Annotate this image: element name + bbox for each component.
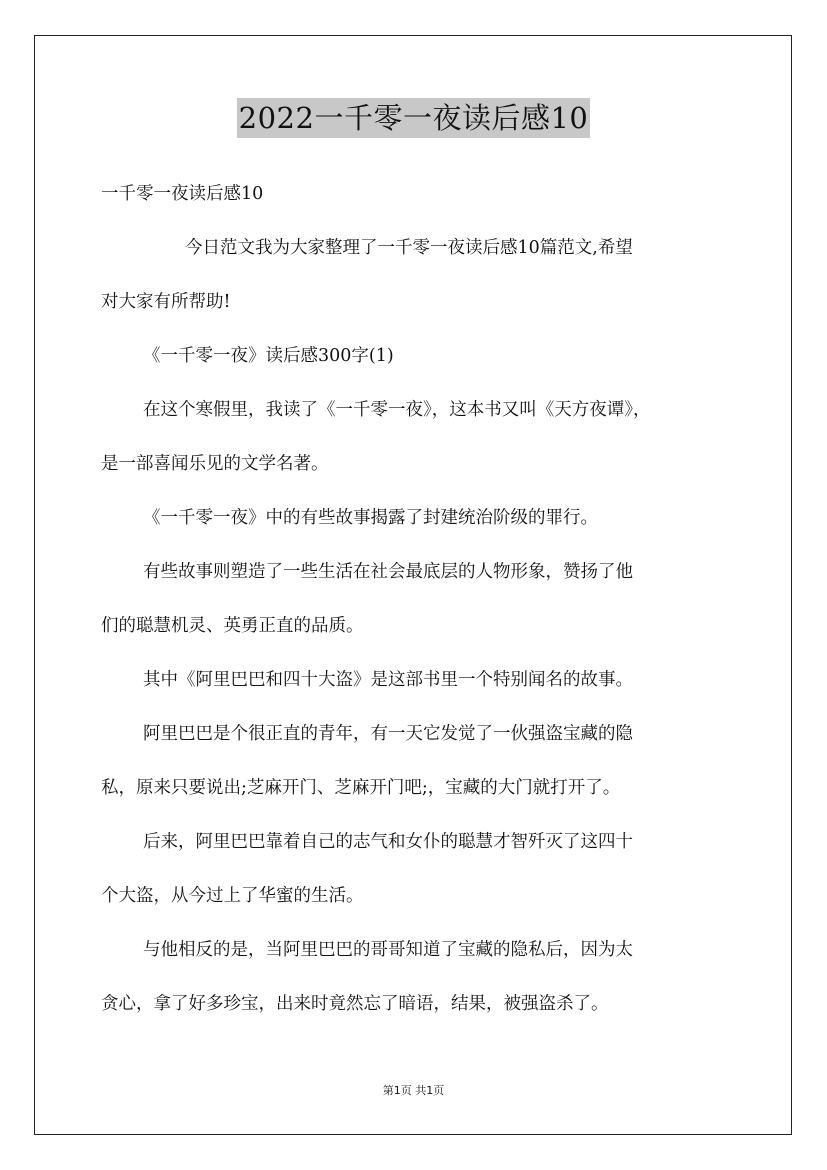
body-line: 个大盗，从今过上了华蜜的生活。 [101,886,364,906]
body-line: 后来，阿里巴巴靠着自己的志气和女仆的聪慧才智歼灭了这四十 [143,832,633,852]
intro-line-2: 对大家有所帮助! [101,292,231,312]
body-line: 《一千零一夜》中的有些故事揭露了封建统治阶级的罪行。 [143,508,598,528]
document-title: 2022一千零一夜读后感10 [237,98,591,138]
body-line: 其中《阿里巴巴和四十大盗》是这部书里一个特别闻名的故事。 [143,670,633,690]
body-line: 私，原来只要说出;芝麻开门、芝麻开门吧;，宝藏的大门就打开了。 [101,778,621,798]
body-line: 与他相反的是，当阿里巴巴的哥哥知道了宝藏的隐私后，因为太 [143,940,633,960]
body-line: 在这个寒假里，我读了《一千零一夜》，这本书又叫《天方夜谭》， [143,400,651,420]
subtitle-line: 一千零一夜读后感10 [101,184,264,204]
section-heading: 《一千零一夜》读后感300字(1) [143,346,394,366]
body-line: 阿里巴巴是个很正直的青年，有一天它发觉了一伙强盗宝藏的隐 [143,724,633,744]
body-line: 贪心，拿了好多珍宝，出来时竟然忘了暗语，结果，被强盗杀了。 [101,994,609,1014]
body-line: 们的聪慧机灵、英勇正直的品质。 [101,616,364,636]
intro-line-1: 今日范文我为大家整理了一千零一夜读后感10篇范文,希望 [185,238,633,258]
body-line: 是一部喜闻乐见的文学名著。 [101,454,329,474]
page-number-footer: 第1页 共1页 [382,1084,445,1097]
title-container [0,98,827,138]
body-line: 有些故事则塑造了一些生活在社会最底层的人物形象，赞扬了他 [143,562,633,582]
